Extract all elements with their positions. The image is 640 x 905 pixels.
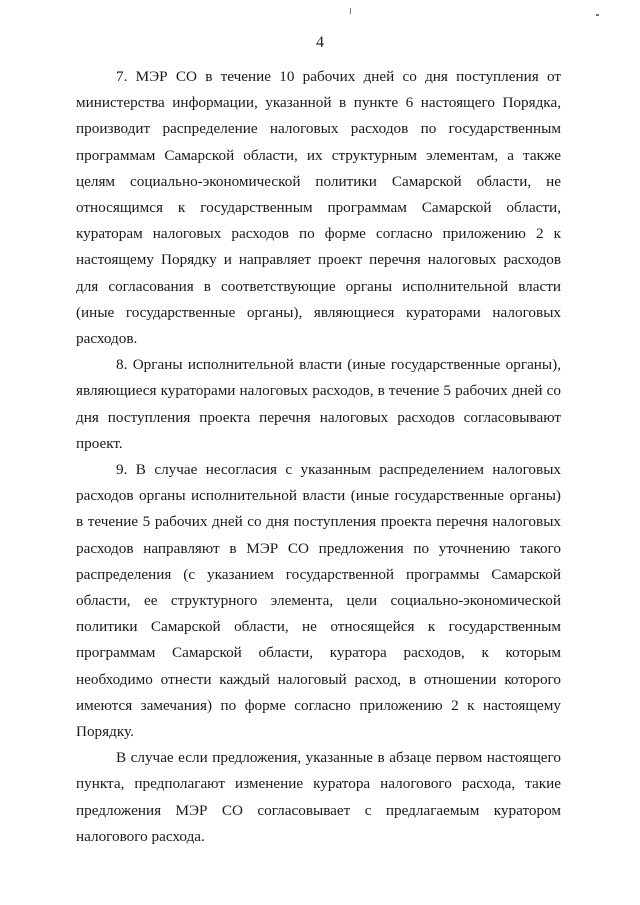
document-body: [76, 64, 561, 850]
paragraph-9: 9. В случае несогласия с указанным распределением налоговых расходов органы исполнительной власти (иные государственные органы) в течение 5 рабочих дней со дня поступления проекта перечня налоговых расходов направляют в МЭР СО предложения по уточнению такого распределения (с указанием государственной программы Самарской области, ее структурного элемента, цели социально-экономической политики Самарской области, не относящейся к государственным программам Самарской области, куратора расходов, к которым необходимо отнести каждый налоговый расход, в отношении которого имеются замечания) по форме согласно приложению 2 к настоящему Порядку.: [76, 461, 561, 741]
scan-artifact: [596, 14, 599, 16]
page-number: 4: [316, 34, 324, 51]
paragraph-7: 7. МЭР СО в течение 10 рабочих дней со дня поступления от министерства информации, указанной в пункте 6 настоящего Порядка, производит распределение налоговых расходов по государственным программам Самарской области, их структурным элементам, а также целям социально-экономической политики Самарской области, не относящимся к государственным программам Самарской области, кураторам налоговых расходов по форме согласно приложению 2 к настоящему Порядку и направляет проект перечня налоговых расходов для согласования в соответствующие органы исполнительной власти (иные государственные органы), являющиеся кураторами налоговых расходов.: [76, 68, 561, 348]
paragraph-9-second: В случае если предложения, указанные в абзаце первом настоящего пункта, предполагают изменение куратора налогового расхода, такие предложения МЭР СО согласовывает с предлагаемым куратором налогового расхода.: [76, 749, 561, 845]
scan-artifact: [350, 8, 351, 14]
paragraph-8: 8. Органы исполнительной власти (иные государственные органы), являющиеся кураторами налоговых расходов, в течение 5 рабочих дней со дня поступления проекта перечня налоговых расходов согласовывают проект.: [76, 356, 561, 452]
